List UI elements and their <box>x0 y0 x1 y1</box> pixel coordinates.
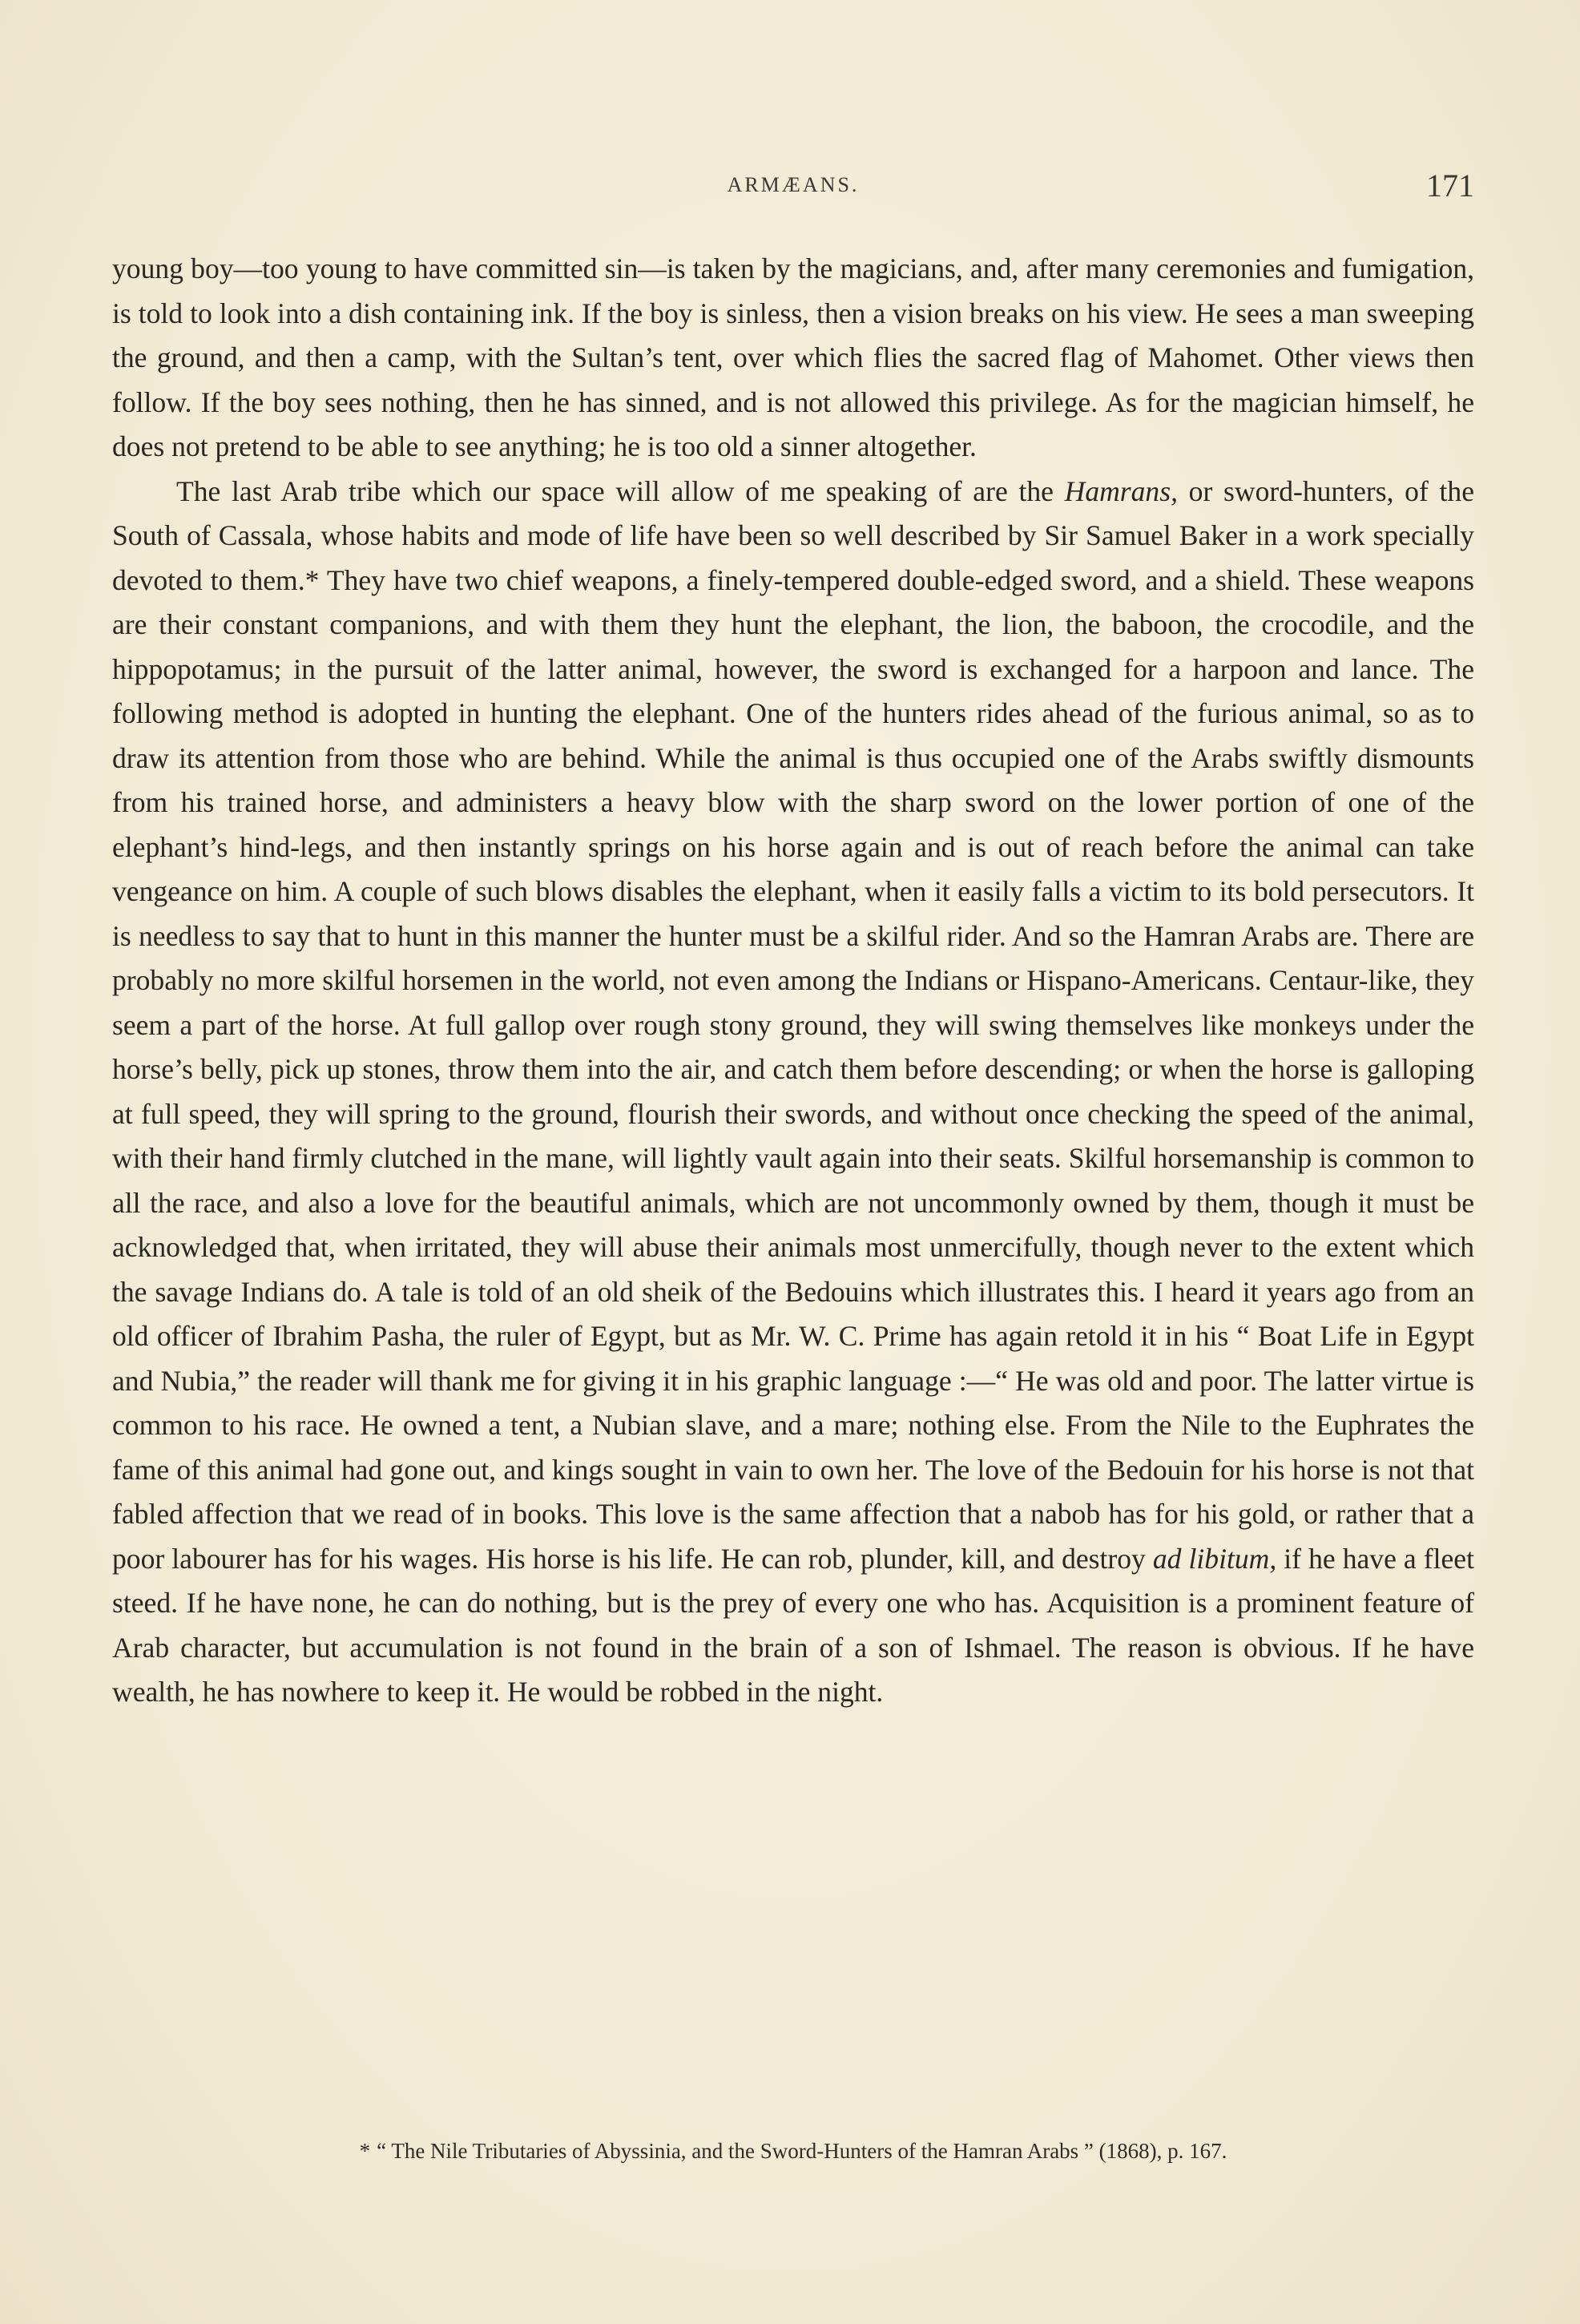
paragraph-2-part-a: The last Arab tribe which our space will allow of me speaking of are the <box>176 474 1065 507</box>
paragraph-2-part-b: or sword-hunters, of the South of Cassala, whose habits and mode of life have been so well described by Sir Samuel Baker in a work specially devoted to them.* They have two chief weapons, a finely-tempered double-edged sword, and a shield. These weapons are their constant companions, and with them they hunt the elephant, the lion, the baboon, the crocodile, and the hippopotamus; in the pursuit of the latter animal, however, the sword is exchanged for a harpoon and lance. The following method is adopted in hunting the elephant. One of the hunters rides ahead of the furious animal, so as to draw its attention from those who are behind. While the animal is thus occupied one of the Arabs swiftly dismounts from his trained horse, and administers a heavy blow with the sharp sword on the lower portion of one of the elephant’s hind-legs, and then instantly springs on his horse again and is out of reach before the animal can take vengeance on him. A couple of such blows disables the elephant, when it easily falls a victim to its bold persecutors. It is needless to say that to hunt in this manner the hunter must be a skilful rider. And so the Hamran Arabs are. There are probably no more skilful horsemen in the world, not even among the Indians or Hispano-Americans. Centaur-like, they seem a part of the horse. At full gallop over rough stony ground, they will swing themselves like monkeys under the horse’s belly, pick up stones, throw them into the air, and catch them before descending; or when the horse is galloping at full speed, they will spring to the ground, flourish their swords, and without once checking the speed of the animal, with their hand firmly clutched in the mane, will lightly vault again into their seats. Skilful horsemanship is common to all the race, and also a love for the beautiful animals, which are not uncommonly owned by them, though it must be acknowledged that, when irritated, they will abuse their animals most unmercifully, though never to the extent which the savage Indians do. A tale is told of an old sheik of the Bedouins which illustrates this. I heard it years ago from an old officer of Ibrahim Pasha, the ruler of Egypt, but as Mr. W. C. Prime has again retold it in his “ Boat Life in Egypt and Nubia,” the reader will thank me for giving it in his graphic language :—“ He was old and poor. The latter virtue is common to his race. He owned a tent, a Nubian slave, and a mare; nothing else. From the Nile to the Euphrates the fame of this animal had gone out, and kings sought in vain to own her. The love of the Bedouin for his horse is not that fabled affection that we read of in books. This love is the same affection that a nabob has for his gold, or rather that a poor labourer has for his wages. His horse is his life. He can rob, plunder, kill, and destroy <box>112 474 1474 1575</box>
footnote <box>112 2136 1474 2165</box>
paragraph-1: young boy—too young to have committed sin—is taken by the magicians, and, after many ceremonies and fumigation, is told to look into a dish containing ink. If the boy is sinless, then a vision breaks on his view. He sees a man sweeping the ground, and then a camp, with the Sultan’s tent, over which flies the sacred flag of Mahomet. Other views then follow. If the boy sees nothing, then he has sinned, and is not allowed this privilege. As for the magician himself, he does not pretend to be able to see anything; he is too old a sinner altogether. <box>112 252 1474 462</box>
paragraph-2 <box>112 470 1474 1715</box>
footnote-mark: * <box>359 2139 371 2163</box>
body-text <box>112 247 1474 1715</box>
italic-ad-libitum: ad libitum, <box>1152 1542 1277 1575</box>
page-number: 171 <box>1426 167 1474 204</box>
footnote-text: “ The Nile Tributaries of Abyssinia, and the Sword-Hunters of the Hamran Arabs ” (1868), p. 167. <box>377 2139 1227 2163</box>
italic-hamrans: Hamrans, <box>1064 474 1178 507</box>
page-header <box>112 167 1474 215</box>
running-head: ARMÆANS. <box>727 173 860 196</box>
paragraph-2-part-c: if he have a fleet steed. If he have none, he can do nothing, but is the prey of every one who has. Acquisition is a prominent feature of Arab character, but accumulation is not found in the brain of a son of Ishmael. The reason is obvious. If he have wealth, he has nowhere to keep it. He would be robbed in the night. <box>112 1542 1474 1708</box>
